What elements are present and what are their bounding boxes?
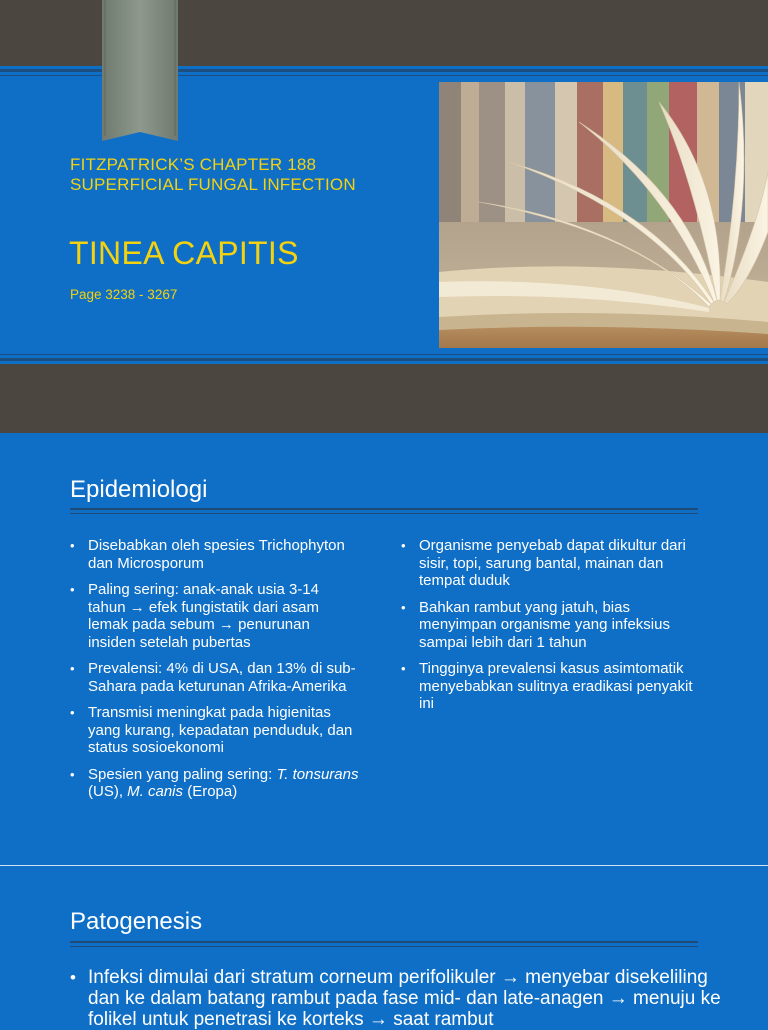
divider-line xyxy=(0,354,768,355)
heading-underline xyxy=(70,508,698,510)
list-item: • Disebabkan oleh spesies Trichophyton dan Microsporum xyxy=(70,537,360,572)
section-heading-epidemiologi: Epidemiologi xyxy=(70,476,208,503)
list-item: • Prevalensi: 4% di USA, dan 13% di sub-Sahara pada keturunan Afrika-Amerika xyxy=(70,660,360,695)
bottom-band xyxy=(0,364,768,433)
pathogenesis-bullet: • Infeksi dimulai dari stratum corneum perifolikuler → menyebar disekeliling dan ke dalam batang rambut pada fase mid- dan late-anagen → menuju ke folikel untuk penetrasi ke korteks → saat rambut xyxy=(70,967,721,1030)
list-item: • Organisme penyebab dapat dikultur dari sisir, topi, sarung bantal, mainan dan tempat duduk xyxy=(401,537,696,590)
open-book-photo xyxy=(439,82,768,348)
chapter-subtitle xyxy=(70,155,356,195)
heading-underline xyxy=(70,513,698,514)
section-heading-patogenesis: Patogenesis xyxy=(70,908,203,935)
list-item: • Bahkan rambut yang jatuh, bias menyimpan organisme yang infeksius sampai lebih dari 1 tahun xyxy=(401,599,696,652)
bookmark-ribbon-icon xyxy=(102,0,178,145)
bullet-list-left xyxy=(70,537,360,810)
slide-title: TINEA CAPITIS xyxy=(69,235,299,271)
bullet-list-right xyxy=(401,537,696,722)
list-item: • Spesien yang paling sering: T. tonsurans (US), M. canis (Eropa) xyxy=(70,766,360,801)
list-item: • Paling sering: anak-anak usia 3-14 tahun → efek fungistatik dari asam lemak pada sebum → penurunan insiden setelah pubertas xyxy=(70,581,360,651)
chapter-line-1: FITZPATRICK’S CHAPTER 188 xyxy=(70,155,317,174)
list-item: • Tingginya prevalensi kasus asimtomatik menyebabkan sulitnya eradikasi penyakit ini xyxy=(401,660,696,713)
heading-underline xyxy=(70,941,698,943)
divider-line xyxy=(0,358,768,361)
page-range: Page 3238 - 3267 xyxy=(70,287,178,302)
chapter-line-2: SUPERFICIAL FUNGAL INFECTION xyxy=(70,175,356,194)
heading-underline xyxy=(70,946,698,947)
title-slide xyxy=(0,0,768,433)
list-item: • Transmisi meningkat pada higienitas yang kurang, kepadatan penduduk, dan status sosioekonomi xyxy=(70,704,360,757)
bullet-dot-icon: • xyxy=(70,968,76,987)
